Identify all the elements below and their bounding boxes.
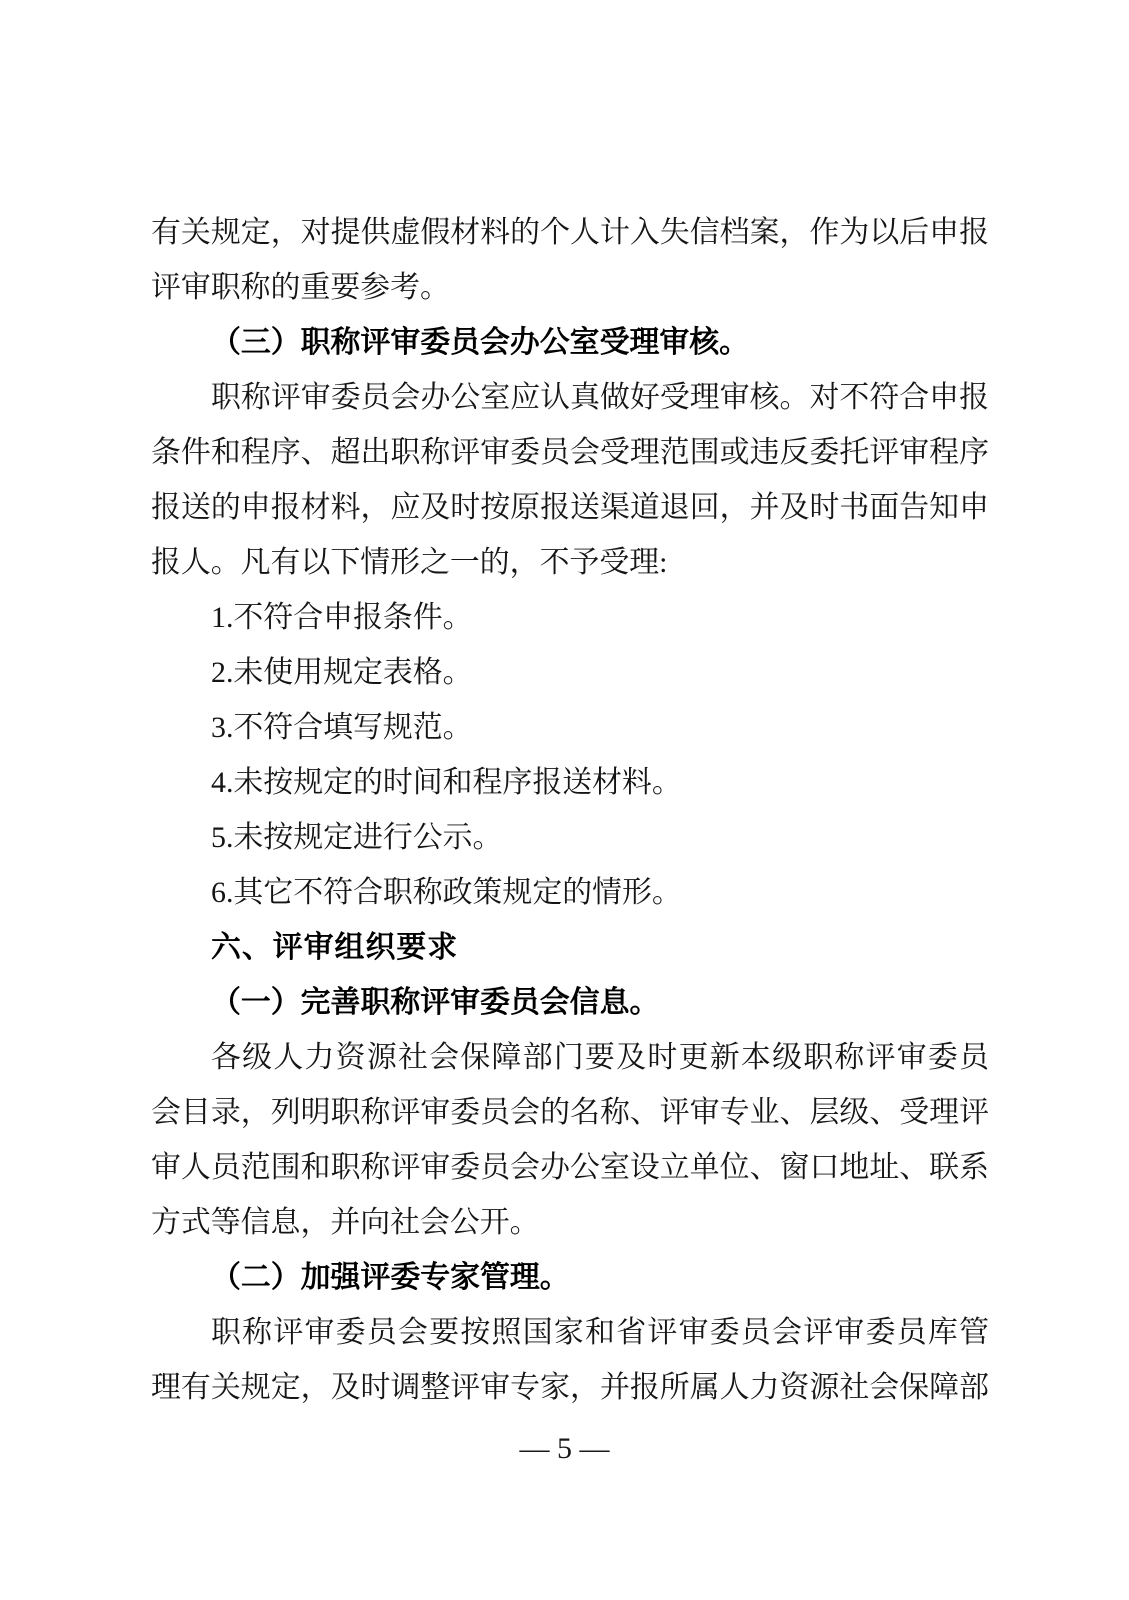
- list-item-5: 5.未按规定进行公示。: [211, 821, 503, 854]
- section-heading-2: （二）加强评委专家管理。: [211, 1261, 570, 1294]
- section-heading-3: （三）职称评审委员会办公室受理审核。: [211, 326, 750, 359]
- text-line: 各级人力资源社会保障部门要及时更新本级职称评审委员: [211, 1041, 989, 1074]
- section-heading-1: （一）完善职称评审委员会信息。: [211, 986, 660, 1019]
- list-item-4: 4.未按规定的时间和程序报送材料。: [211, 766, 682, 799]
- text-line: 报送的申报材料，应及时按原报送渠道退回，并及时书面告知申: [151, 491, 989, 524]
- text-line: 评审职称的重要参考。: [151, 271, 450, 304]
- chapter-heading-6: 六、评审组织要求: [211, 931, 459, 964]
- list-item-2: 2.未使用规定表格。: [211, 656, 473, 689]
- text-line: 理有关规定，及时调整评审专家，并报所属人力资源社会保障部: [151, 1371, 989, 1404]
- text-line: 审人员范围和职称评审委员会办公室设立单位、窗口地址、联系: [151, 1151, 989, 1184]
- text-line: 会目录，列明职称评审委员会的名称、评审专业、层级、受理评: [151, 1096, 989, 1129]
- text-line: 职称评审委员会要按照国家和省评审委员会评审委员库管: [211, 1316, 989, 1349]
- text-line: 方式等信息，并向社会公开。: [151, 1206, 540, 1239]
- list-item-1: 1.不符合申报条件。: [211, 601, 473, 634]
- list-item-6: 6.其它不符合职称政策规定的情形。: [211, 876, 682, 909]
- text-line: 职称评审委员会办公室应认真做好受理审核。对不符合申报: [211, 381, 989, 414]
- text-line: 条件和程序、超出职称评审委员会受理范围或违反委托评审程序: [151, 436, 989, 469]
- document-body: [151, 205, 989, 1415]
- text-line: 报人。凡有以下情形之一的，不予受理:: [151, 546, 668, 579]
- text-line: 有关规定，对提供虚假材料的个人计入失信档案，作为以后申报: [151, 216, 989, 249]
- list-item-3: 3.不符合填写规范。: [211, 711, 473, 744]
- page-number: — 5 —: [519, 1432, 610, 1465]
